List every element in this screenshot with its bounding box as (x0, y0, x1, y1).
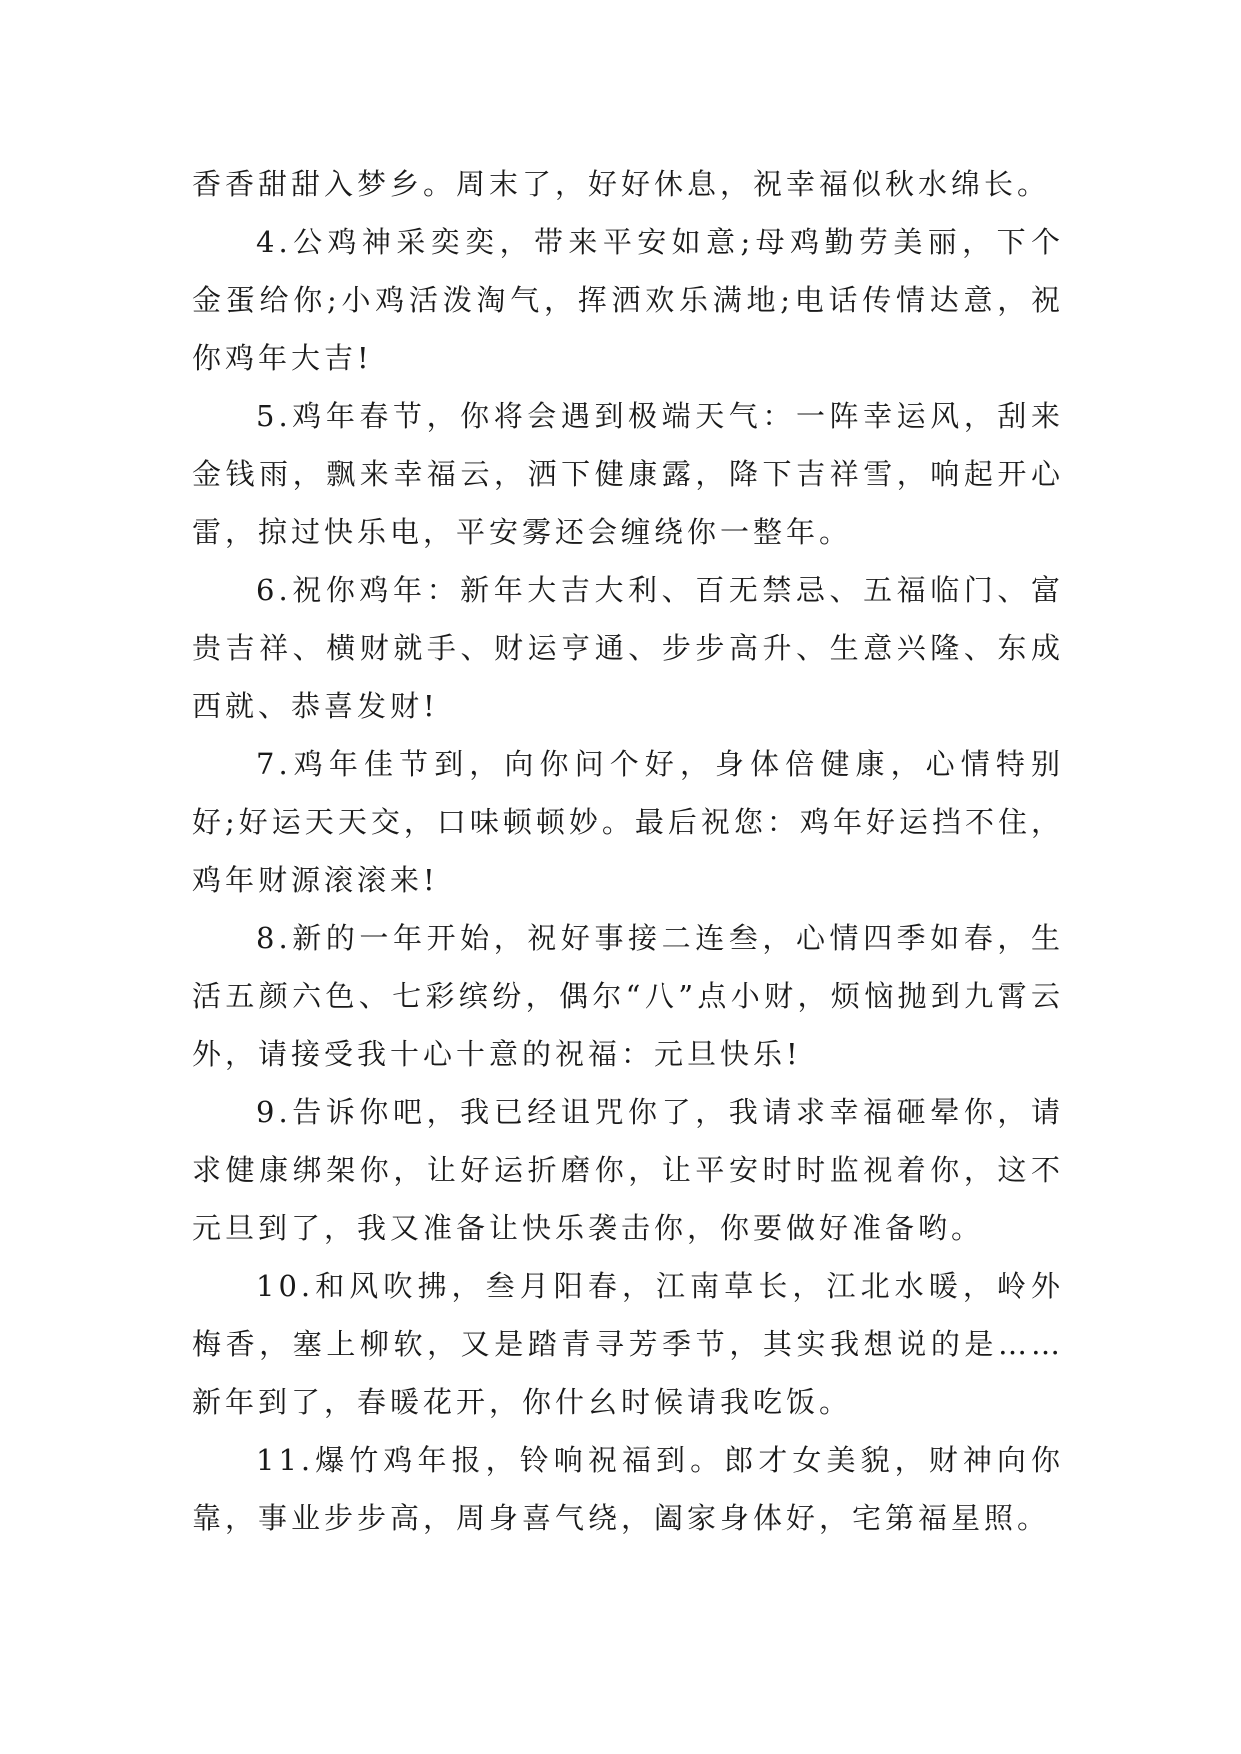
paragraph-item-7: 7.鸡年佳节到，向你问个好，身体倍健康，心情特别好;好运天天交，口味顿顿妙。最后祝您：鸡年好运挡不住，鸡年财源滚滚来! (192, 747, 1064, 897)
paragraph-item-9: 9.告诉你吧，我已经诅咒你了，我请求幸福砸晕你，请求健康绑架你，让好运折磨你，让平安时时监视着你，这不元旦到了，我又准备让快乐袭击你，你要做好准备哟。 (192, 1095, 1064, 1245)
paragraph-item-11: 11.爆竹鸡年报，铃响祝福到。郎才女美貌，财神向你靠，事业步步高，周身喜气绕，阖家身体好，宅第福星照。 (192, 1443, 1064, 1535)
paragraph-item-8: 8.新的一年开始，祝好事接二连叁，心情四季如春，生活五颜六色、七彩缤纷，偶尔“八”点小财，烦恼抛到九霄云外，请接受我十心十意的祝福：元旦快乐! (192, 921, 1064, 1071)
paragraph-item-10: 10.和风吹拂，叁月阳春，江南草长，江北水暖，岭外梅香，塞上柳软，又是踏青寻芳季节，其实我想说的是……新年到了，春暖花开，你什幺时候请我吃饭。 (192, 1269, 1064, 1419)
document-body (192, 155, 1064, 1547)
paragraph-continuation: 香香甜甜入梦乡。周末了，好好休息，祝幸福似秋水绵长。 (192, 167, 1051, 201)
paragraph-item-5: 5.鸡年春节，你将会遇到极端天气：一阵幸运风，刮来金钱雨，飘来幸福云，洒下健康露，降下吉祥雪，响起开心雷，掠过快乐电，平安雾还会缠绕你一整年。 (192, 399, 1064, 549)
paragraph-item-4: 4.公鸡神采奕奕，带来平安如意;母鸡勤劳美丽，下个金蛋给你;小鸡活泼淘气，挥洒欢乐满地;电话传情达意，祝你鸡年大吉! (192, 225, 1064, 375)
paragraph-item-6: 6.祝你鸡年：新年大吉大利、百无禁忌、五福临门、富贵吉祥、横财就手、财运亨通、步步高升、生意兴隆、东成西就、恭喜发财! (192, 573, 1064, 723)
